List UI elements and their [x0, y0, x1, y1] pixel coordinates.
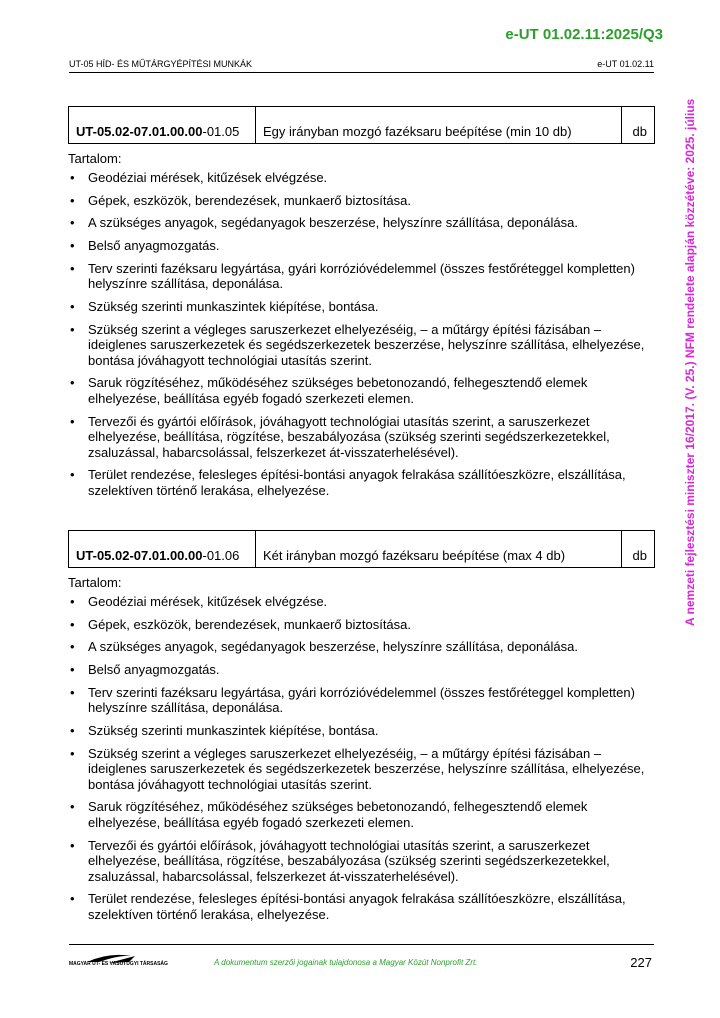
- list-item: • Terület rendezése, felesleges építési-bontási anyagok felrakása szállítóeszközre, elszállítása, szelektíven történő lerakása, elhelyezése.: [68, 891, 655, 922]
- content-list: [68, 170, 655, 498]
- list-item: • Szükség szerinti munkaszintek kiépítése, bontása.: [68, 299, 655, 315]
- item-code: UT-05.02-07.01.00.00-01.06: [69, 531, 256, 568]
- item-header-table: [68, 106, 655, 144]
- list-item: • Szükség szerinti munkaszintek kiépítése, bontása.: [68, 723, 655, 739]
- list-item: • Szükség szerint a végleges saruszerkezet elhelyezéséig, – a műtárgy építési fázisában – ideiglenes saruszerkezetek és segédszerkezetek beszerzése, helyszínre szállítása, elhelyezése, bontása jóváhagyott technológiai utasítás szerint.: [68, 322, 655, 369]
- item-header-table: [68, 530, 655, 568]
- item-section: [68, 106, 655, 505]
- list-item: • Terv szerinti fazéksaru legyártása, gyári korrózióvédelemmel (összes festőréteggel kompletten) helyszínre szállítása, deponálása.: [68, 685, 655, 716]
- copyright-note: A dokumentum szerzői jogainak tulajdonosa a Magyar Közút Nonprofit Zrt.: [214, 958, 478, 967]
- list-item: • Tervezői és gyártói előírások, jóváhagyott technológiai utasítás szerint, a saruszerkezet elhelyezése, beállítása, rögzítése, beszabályozása (szükség szerinti segédszerkezetekkel, zsaluzással, habarcsolással, felszerkezet át-visszaterhelésével).: [68, 838, 655, 885]
- item-title: Egy irányban mozgó fazéksaru beépítése (min 10 db): [256, 107, 622, 144]
- side-publication-note: A nemzeti fejlesztési miniszter 16/2017. (V. 25.) NFM rendelete alapján közzétéve: 2025. július: [683, 98, 697, 626]
- list-item: • Terv szerinti fazéksaru legyártása, gyári korrózióvédelemmel (összes festőréteggel kompletten) helyszínre szállítása, deponálása.: [68, 261, 655, 292]
- list-item: • Tervezői és gyártói előírások, jóváhagyott technológiai utasítás szerint, a saruszerkezet elhelyezése, beállítása, rögzítése, beszabályozása (szükség szerinti segédszerkezetekkel, zsaluzással, habarcsolással, felszerkezet át-visszaterhelésével).: [68, 414, 655, 461]
- list-item: • Saruk rögzítéséhez, működéséhez szükséges bebetonozandó, felhegesztendő elemek elhelyezése, beállítása egyéb fogadó szerkezeti elemen.: [68, 799, 655, 830]
- item-unit: db: [622, 107, 655, 144]
- header-standard: e-UT 01.02.11: [597, 59, 654, 69]
- list-item: • Belső anyagmozgatás.: [68, 238, 655, 254]
- list-item: • Gépek, eszközök, berendezések, munkaerő biztosítása.: [68, 617, 655, 633]
- item-section: [68, 530, 655, 929]
- list-item: • Gépek, eszközök, berendezések, munkaerő biztosítása.: [68, 193, 655, 209]
- list-item: • A szükséges anyagok, segédanyagok beszerzése, helyszínre szállítása, deponálása.: [68, 215, 655, 231]
- content-label: Tartalom:: [68, 575, 122, 590]
- list-item: • Geodéziai mérések, kitűzések elvégzése.: [68, 594, 655, 610]
- list-item: • Belső anyagmozgatás.: [68, 662, 655, 678]
- item-title: Két irányban mozgó fazéksaru beépítése (max 4 db): [256, 531, 622, 568]
- list-item: • A szükséges anyagok, segédanyagok beszerzése, helyszínre szállítása, deponálása.: [68, 639, 655, 655]
- logo-text: MAGYAR UT- ÉS VASÚTÜGYI TÁRSASÁG: [69, 961, 168, 967]
- item-unit: db: [622, 531, 655, 568]
- running-header: [69, 59, 654, 73]
- list-item: • Geodéziai mérések, kitűzések elvégzése.: [68, 170, 655, 186]
- list-item: • Saruk rögzítéséhez, működéséhez szükséges bebetonozandó, felhegesztendő elemek elhelyezése, beállítása egyéb fogadó szerkezeti elemen.: [68, 375, 655, 406]
- document-code: e-UT 01.02.11:2025/Q3: [505, 26, 663, 43]
- content-list: [68, 594, 655, 922]
- page-footer: [69, 944, 654, 970]
- content-label: Tartalom:: [68, 151, 122, 166]
- header-chapter: UT-05 HÍD- ÉS MŰTÁRGYÉPÍTÉSI MUNKÁK: [69, 59, 253, 69]
- list-item: • Szükség szerint a végleges saruszerkezet elhelyezéséig, – a műtárgy építési fázisában – ideiglenes saruszerkezetek és segédszerkezetek beszerzése, helyszínre szállítása, elhelyezése, bontása jóváhagyott technológiai utasítás szerint.: [68, 746, 655, 793]
- item-code: UT-05.02-07.01.00.00-01.05: [69, 107, 256, 144]
- list-item: • Terület rendezése, felesleges építési-bontási anyagok felrakása szállítóeszközre, elszállítása, szelektíven történő lerakása, elhelyezése.: [68, 467, 655, 498]
- page-number: 227: [630, 955, 652, 970]
